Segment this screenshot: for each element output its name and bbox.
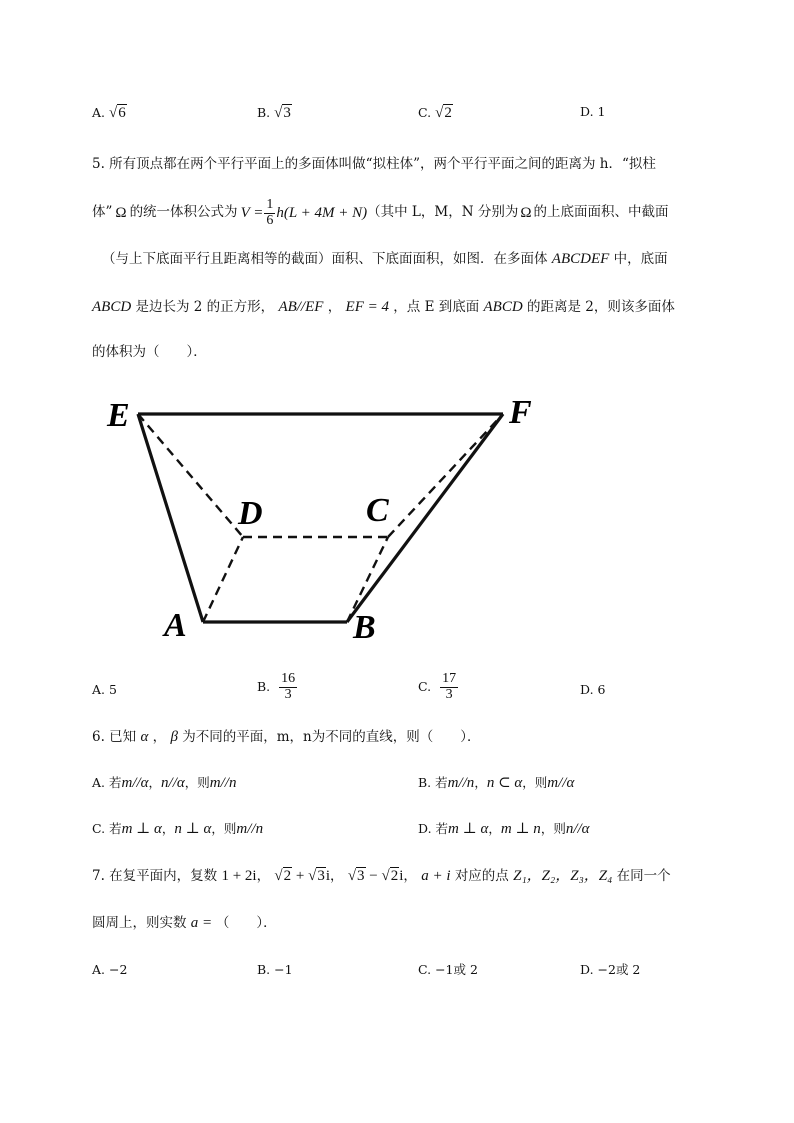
math-expression: Z₁，Z₂，Z₃，Z₄ [513, 868, 613, 884]
text-segment: 对应的点 [454, 868, 509, 884]
q6-stem [92, 730, 480, 745]
text-segment: 中，底面 [613, 251, 668, 267]
option-label: B. [257, 678, 271, 694]
math-expression: ABCDEF [551, 251, 610, 267]
text-segment: 是边长为 2 的正方形， [135, 299, 275, 315]
q5-option-b [257, 672, 298, 702]
q7-option-d: D. −2或 2 [580, 962, 641, 977]
option-label: C. [418, 678, 432, 694]
alpha-symbol: α [140, 729, 149, 745]
text-segment: ， [148, 775, 162, 790]
option-label: C. 若 [92, 821, 122, 836]
omega-symbol: Ω [115, 204, 127, 221]
text-segment: ， [327, 299, 342, 315]
text-segment: ，则 [522, 775, 548, 790]
option-label: B. [257, 105, 271, 120]
text-segment: 圆周上，则实数 [92, 915, 187, 931]
option-label: C. [418, 105, 432, 120]
option-value: 1 [597, 104, 606, 119]
imaginary-unit: i [325, 868, 331, 884]
text-segment: 6. 已知 [92, 729, 137, 745]
text-segment: ，点 E 到底面 [393, 299, 480, 315]
option-label: A. 若 [92, 775, 122, 790]
q7-option-b: B. −1 [257, 962, 293, 977]
vertex-label-F: F [509, 394, 532, 431]
q6-option-d [418, 822, 590, 837]
q7-stem-line-2 [92, 916, 277, 931]
math-expression: n ⊂ α [486, 775, 523, 791]
text-segment: ， [330, 868, 344, 884]
sqrt-expression: √3 [274, 105, 291, 121]
q5-option-c [418, 672, 459, 702]
text-segment: ， [256, 868, 271, 884]
text-segment: （ ）． [215, 915, 277, 931]
math-expression: m//n [209, 775, 237, 791]
math-expression: n//α [565, 821, 590, 837]
q7-stem-line-1 [92, 869, 671, 884]
vertex-label-B: B [353, 609, 376, 646]
text-segment: ， [161, 821, 175, 836]
text-segment: 的距离是 2，则该多面体 [526, 299, 675, 315]
complex-number: a + i [421, 868, 451, 884]
text-segment: （与上下底面平行且距离相等的截面）面积、下底面面积，如图．在多面体 [102, 251, 548, 267]
edge-EA [138, 414, 203, 622]
fraction-denominator: 3 [284, 686, 292, 702]
edge-CF [388, 414, 503, 537]
operator: + [292, 868, 309, 884]
q7-option-a: A. −2 [92, 962, 128, 977]
vertex-label-D: D [238, 495, 263, 532]
option-label: B. 若 [418, 775, 448, 790]
math-expression: m ⊥ n [500, 821, 541, 837]
q5-line-5: 的体积为（ ）． [92, 344, 207, 360]
radicand: 2 [444, 105, 452, 121]
edge-AD [203, 537, 243, 622]
math-expression: n ⊥ α [174, 821, 212, 837]
text-segment: ，则 [211, 821, 237, 836]
text-segment: ，则 [184, 775, 210, 790]
vertex-label-E: E [107, 397, 130, 434]
math-expression: AB//EF [278, 299, 324, 315]
math-expression: m//α [547, 775, 575, 791]
math-expression: m//α [121, 775, 149, 791]
math-expression: ABCD [92, 299, 132, 315]
math-expression: m//n [236, 821, 264, 837]
text-segment: 的上底面面积、中截面 [533, 204, 669, 221]
text-segment: 7. 在复平面内，复数 [92, 868, 218, 884]
q6-option-a [92, 776, 236, 791]
vertex-label-C: C [366, 492, 389, 529]
q5-option-d: D. 6 [580, 682, 606, 697]
radicand: 3 [283, 105, 291, 121]
sqrt-expression: √2 [435, 105, 452, 121]
option-label: D. 若 [418, 821, 449, 836]
formula-body: h(L + 4M + N) [276, 204, 368, 221]
fraction-numerator: 1 [266, 196, 274, 212]
math-expression: m ⊥ α [121, 821, 162, 837]
fraction-numerator: 16 [281, 671, 296, 686]
text-segment: 在同一个 [616, 868, 671, 884]
imaginary-unit: i [399, 868, 404, 884]
q5-option-a: A. 5 [92, 682, 117, 697]
complex-number: 1 + 2i [221, 868, 257, 884]
math-expression: m ⊥ α [448, 821, 489, 837]
text-segment: 体” [92, 204, 113, 221]
radicand: 6 [118, 105, 126, 121]
radicand: 3 [317, 868, 325, 884]
text-segment: 的统一体积公式为 [129, 204, 238, 221]
vertex-label-A: A [164, 607, 187, 644]
edge-ED [138, 414, 243, 537]
fraction-denominator: 3 [445, 686, 453, 702]
radicand: 2 [390, 868, 399, 884]
text-segment: 为不同的平面，m，n为不同的直线，则（ ）． [182, 729, 481, 745]
complex-number: √3 − √2i [347, 868, 404, 884]
option-label: A. [92, 105, 106, 120]
text-segment: ， [474, 775, 487, 790]
math-expression: n//α [161, 775, 185, 791]
beta-symbol: β [170, 729, 178, 745]
text-segment: （其中 L，M，N 分别为 [367, 204, 519, 221]
fraction-numerator: 17 [442, 671, 457, 686]
text-segment: ， [488, 821, 501, 836]
text-segment: ， [403, 868, 417, 884]
formula-v: V = [240, 204, 264, 221]
option-fraction [279, 672, 297, 702]
math-expression: ABCD [483, 299, 523, 315]
text-segment: ， [152, 729, 167, 745]
complex-number: √2 + √3i [274, 868, 331, 884]
sqrt-expression: √6 [109, 105, 126, 121]
radicand: 3 [357, 868, 365, 884]
option-label: D. [580, 104, 594, 119]
math-expression: m//n [447, 775, 475, 791]
omega-symbol: Ω [520, 204, 532, 221]
q5-line-1: 5. 所有顶点都在两个平行平面上的多面体叫做“拟柱体”，两个平行平面之间的距离为 h．“拟柱 [92, 156, 656, 172]
math-expression: EF = 4 [345, 299, 389, 315]
operator: − [365, 868, 382, 884]
radicand: 2 [283, 868, 292, 884]
q6-option-b [418, 776, 574, 791]
fraction-denominator: 6 [266, 212, 274, 228]
q6-option-c [92, 822, 263, 837]
text-segment: ，则 [540, 821, 566, 836]
q7-option-c: C. −1或 2 [418, 962, 478, 977]
math-expression: a = [190, 915, 216, 931]
option-fraction [440, 672, 458, 702]
